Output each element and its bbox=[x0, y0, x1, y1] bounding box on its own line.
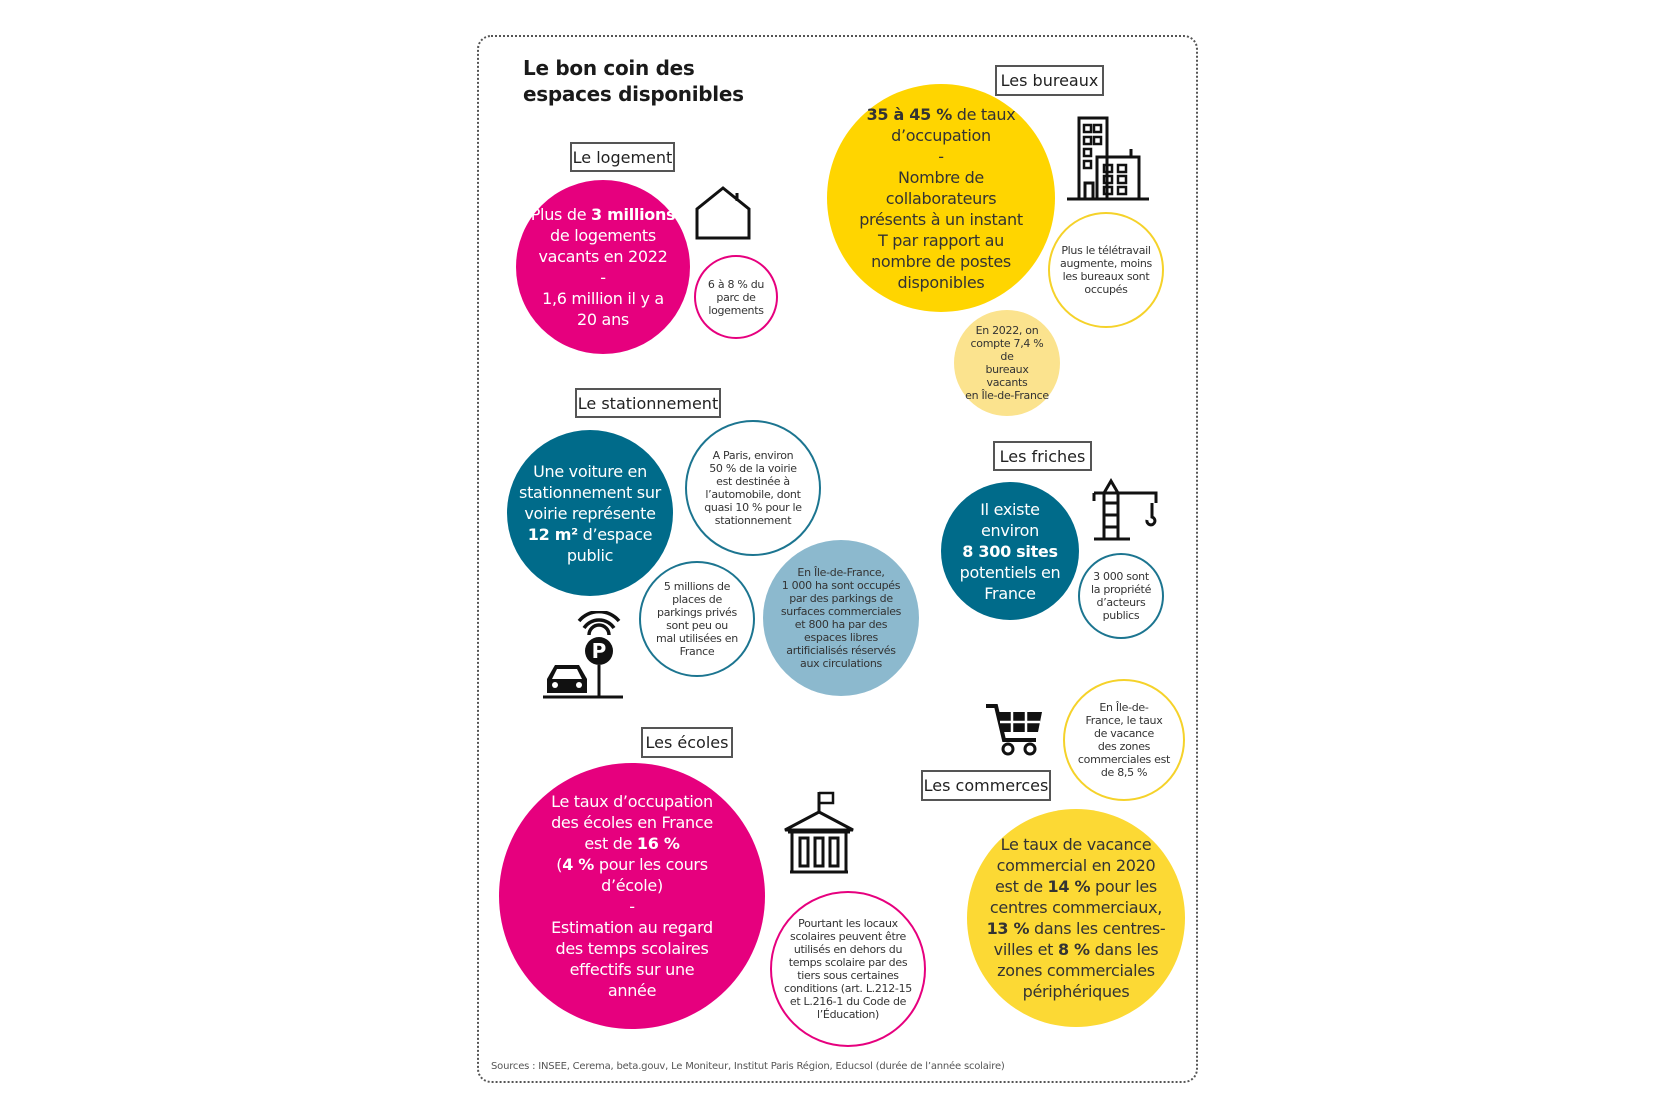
bubble-text-segment: Nombre de bbox=[898, 167, 984, 187]
bubble-text-segment: est de bbox=[584, 834, 637, 853]
bubble-line bbox=[708, 278, 764, 291]
bubble-line bbox=[519, 524, 661, 545]
bubble-line bbox=[859, 104, 1023, 125]
bubble-text-segment: surfaces commerciales bbox=[780, 605, 902, 618]
bubble-text-segment: en Île-de-France bbox=[965, 389, 1049, 402]
bubble-text-segment: - bbox=[600, 268, 606, 287]
bubble-line bbox=[519, 545, 661, 566]
bubble-line bbox=[987, 918, 1166, 939]
bubble-text bbox=[1091, 570, 1151, 622]
bubble-text-segment: des zones bbox=[1097, 740, 1151, 753]
bubble-line bbox=[784, 995, 912, 1008]
bubble-line bbox=[708, 291, 764, 304]
bubble-text-segment: aux circulations bbox=[800, 657, 882, 670]
bubble-text-segment: 6 à 8 % du bbox=[707, 277, 765, 291]
bubble-text bbox=[551, 791, 713, 1001]
bubble-text-segment: tiers sous certaines bbox=[797, 969, 899, 982]
bubble-line bbox=[1060, 270, 1152, 283]
bubble-text-segment: villes et bbox=[993, 940, 1058, 959]
bubble-line bbox=[781, 579, 901, 592]
bubble-line bbox=[987, 939, 1166, 960]
highlight-figure: 12 m² bbox=[527, 524, 578, 544]
page-title bbox=[523, 55, 744, 107]
bubble-line bbox=[781, 566, 901, 579]
bubble-line bbox=[708, 304, 764, 317]
bubble-text-segment: Une voiture en bbox=[533, 461, 647, 481]
bubble-text bbox=[519, 461, 661, 566]
bubble-line bbox=[1078, 740, 1170, 753]
bubble-line bbox=[859, 272, 1023, 293]
logement-main-bubble bbox=[516, 180, 690, 354]
bubble-line bbox=[551, 917, 713, 938]
bubble-line bbox=[704, 449, 802, 462]
bubble-text-segment: 50 % de la voirie bbox=[709, 462, 797, 475]
shopping-cart-icon bbox=[984, 702, 1046, 756]
bubble-text-segment: bureaux vacants bbox=[985, 363, 1029, 389]
stationnement-private-bubble bbox=[639, 561, 755, 677]
stationnement-main-bubble bbox=[507, 430, 673, 596]
bubble-text-segment: Pourtant les locaux bbox=[798, 917, 898, 930]
bubble-line bbox=[531, 267, 676, 288]
bubble-text-segment: potentiels en bbox=[959, 562, 1061, 582]
bubble-line bbox=[784, 930, 912, 943]
bubble-text bbox=[987, 834, 1166, 1002]
bubble-text-segment: de vacance bbox=[1093, 727, 1155, 740]
bubble-text-segment: En Île-de- bbox=[1099, 701, 1149, 714]
bubble-line bbox=[531, 246, 676, 267]
bubble-text bbox=[781, 566, 901, 670]
house-icon bbox=[694, 185, 752, 241]
bubble-text-segment: scolaires peuvent être bbox=[790, 930, 906, 943]
bubble-line bbox=[987, 876, 1166, 897]
bubble-text-segment: de taux bbox=[951, 104, 1016, 124]
section-label-bureaux: Les bureaux bbox=[995, 65, 1104, 96]
bubble-line bbox=[551, 959, 713, 980]
bubble-text-segment: utilisés en dehors du bbox=[793, 943, 903, 956]
highlight-figure: 14 % bbox=[1047, 877, 1091, 896]
bubble-text-segment: Estimation au regard bbox=[551, 918, 713, 937]
bubble-line bbox=[964, 324, 1050, 337]
bubble-text-segment: occupés bbox=[1084, 283, 1128, 296]
bubble-text-segment: sont peu ou bbox=[666, 619, 728, 632]
bubble-line bbox=[781, 657, 901, 670]
bubble-text-segment: conditions (art. L.212-15 bbox=[783, 982, 913, 995]
bureaux-main-bubble bbox=[827, 84, 1055, 312]
bubble-line bbox=[987, 897, 1166, 918]
bubble-text bbox=[708, 278, 764, 317]
highlight-figure: 4 % bbox=[562, 855, 595, 874]
bubble-line bbox=[1091, 596, 1151, 609]
bubble-line bbox=[781, 618, 901, 631]
bubble-text-segment: effectifs sur une bbox=[569, 960, 695, 979]
friches-sub-bubble bbox=[1078, 553, 1164, 639]
bubble-line bbox=[784, 956, 912, 969]
bubble-line bbox=[859, 209, 1023, 230]
bubble-line bbox=[704, 488, 802, 501]
title-line: espaces disponibles bbox=[523, 82, 744, 106]
bubble-line bbox=[551, 896, 713, 917]
bubble-line bbox=[1078, 714, 1170, 727]
bubble-text-segment: temps scolaire par des bbox=[788, 956, 908, 969]
bubble-text-segment: compte 7,4 % de bbox=[970, 337, 1044, 363]
bubble-line bbox=[1078, 727, 1170, 740]
bubble-text-segment: public bbox=[566, 545, 614, 565]
bubble-text-segment: artificialisés réservés bbox=[786, 644, 896, 657]
stationnement-idf-bubble bbox=[763, 540, 919, 696]
bubble-line bbox=[551, 938, 713, 959]
bubble-line bbox=[951, 562, 1069, 583]
bubble-text-segment: 20 ans bbox=[577, 310, 629, 329]
bubble-line bbox=[656, 580, 738, 593]
bubble-text-segment: d’école) bbox=[601, 876, 663, 895]
bubble-text-segment: augmente, moins bbox=[1060, 257, 1152, 270]
bubble-text-segment: centres commerciaux, bbox=[989, 898, 1163, 917]
stationnement-paris-bubble bbox=[685, 420, 821, 556]
highlight-figure: 13 % bbox=[986, 919, 1030, 938]
bubble-line bbox=[859, 167, 1023, 188]
bubble-text-segment: publics bbox=[1102, 609, 1140, 622]
construction-crane-icon bbox=[1090, 477, 1160, 541]
bubble-line bbox=[859, 125, 1023, 146]
bubble-text-segment: disponibles bbox=[897, 272, 985, 292]
bubble-text-segment: pour les bbox=[1090, 877, 1157, 896]
bubble-text bbox=[784, 917, 912, 1021]
bubble-line bbox=[859, 251, 1023, 272]
bubble-line bbox=[656, 645, 738, 658]
bubble-line bbox=[964, 337, 1050, 363]
commerces-sub-bubble bbox=[1063, 679, 1185, 801]
bubble-line bbox=[551, 980, 713, 1001]
bubble-line bbox=[951, 499, 1069, 541]
bubble-text-segment: de 8,5 % bbox=[1100, 766, 1148, 779]
bubble-line bbox=[781, 631, 901, 644]
ecoles-main-bubble bbox=[499, 763, 765, 1029]
bubble-text-segment: logements bbox=[708, 303, 764, 317]
bubble-line bbox=[859, 188, 1023, 209]
bubble-line bbox=[704, 501, 802, 514]
bubble-line bbox=[1078, 701, 1170, 714]
bubble-line bbox=[964, 389, 1050, 402]
bureaux-telework-bubble bbox=[1048, 212, 1164, 328]
bubble-text-segment: dans les bbox=[1089, 940, 1159, 959]
bubble-line bbox=[519, 482, 661, 503]
bubble-text-segment: de logements bbox=[550, 226, 656, 245]
bubble-text-segment: T par rapport au bbox=[877, 230, 1005, 250]
highlight-figure: 35 à 45 % bbox=[866, 104, 952, 124]
bubble-line bbox=[1078, 753, 1170, 766]
bubble-line bbox=[531, 288, 676, 309]
bubble-line bbox=[784, 982, 912, 995]
bubble-text-segment: collaborateurs bbox=[885, 188, 997, 208]
highlight-figure: 3 millions bbox=[591, 205, 676, 224]
bubble-line bbox=[1091, 609, 1151, 622]
bubble-line bbox=[1060, 283, 1152, 296]
sources-footnote: Sources : INSEE, Cerema, beta.gouv, Le Moniteur, Institut Paris Région, Educsol (durée de l’année scolaire) bbox=[491, 1061, 1005, 1072]
bubble-line bbox=[551, 812, 713, 833]
bubble-line bbox=[656, 606, 738, 619]
bubble-text-segment: les bureaux sont bbox=[1062, 270, 1150, 283]
bubble-line bbox=[1091, 570, 1151, 583]
bubble-line bbox=[784, 943, 912, 956]
bubble-text-segment: des temps scolaires bbox=[555, 939, 709, 958]
bubble-text-segment: A Paris, environ bbox=[712, 449, 794, 462]
parking-p-glyph: P bbox=[591, 639, 607, 663]
bubble-text bbox=[1078, 701, 1170, 779]
bubble-line bbox=[551, 875, 713, 896]
bubble-line bbox=[951, 541, 1069, 562]
bubble-text-segment: - bbox=[938, 146, 944, 166]
bubble-line bbox=[784, 969, 912, 982]
bubble-text-segment: commerciales est bbox=[1077, 753, 1171, 766]
section-label-commerces: Les commerces bbox=[921, 770, 1051, 801]
bubble-line bbox=[531, 204, 676, 225]
bubble-line bbox=[987, 834, 1166, 855]
bubble-line bbox=[656, 632, 738, 645]
bubble-line bbox=[704, 514, 802, 527]
bubble-line bbox=[1078, 766, 1170, 779]
bubble-text-segment: commercial en 2020 bbox=[996, 856, 1156, 875]
bubble-line bbox=[1091, 583, 1151, 596]
bubble-text-segment: voirie représente bbox=[524, 503, 656, 523]
bubble-text-segment: pour les cours bbox=[594, 855, 708, 874]
bubble-line bbox=[704, 462, 802, 475]
bubble-line bbox=[964, 363, 1050, 389]
bubble-line bbox=[781, 605, 901, 618]
bubble-text bbox=[951, 499, 1069, 604]
bubble-text bbox=[859, 104, 1023, 293]
bubble-text-segment: ( bbox=[556, 855, 563, 874]
title-line: Le bon coin des bbox=[523, 56, 695, 80]
bubble-text bbox=[1060, 244, 1152, 296]
bubble-text-segment: quasi 10 % pour le bbox=[704, 501, 802, 514]
bubble-text-segment: En 2022, on bbox=[975, 324, 1039, 337]
bubble-text-segment: stationnement sur bbox=[519, 482, 661, 502]
bubble-text-segment: nombre de postes bbox=[871, 251, 1011, 271]
highlight-figure: 16 % bbox=[636, 834, 680, 853]
bubble-text-segment: année bbox=[607, 981, 657, 1000]
bubble-text-segment: Plus le télétravail bbox=[1061, 244, 1151, 257]
section-label-friches: Les friches bbox=[993, 441, 1092, 471]
bubble-text-segment: est de bbox=[995, 877, 1048, 896]
bubble-line bbox=[704, 475, 802, 488]
bubble-text-segment: 1 000 ha sont occupés bbox=[781, 579, 901, 592]
bubble-text-segment: parkings privés bbox=[657, 606, 737, 619]
bubble-text-segment: d’occupation bbox=[891, 125, 991, 145]
bubble-line bbox=[551, 791, 713, 812]
bubble-line bbox=[551, 854, 713, 875]
bubble-text-segment: stationnement bbox=[714, 514, 792, 527]
bubble-text-segment: d’espace bbox=[577, 524, 653, 544]
bubble-line bbox=[784, 917, 912, 930]
bubble-text-segment: 3 000 sont bbox=[1093, 570, 1149, 583]
logement-sub-bubble bbox=[694, 255, 778, 339]
bubble-text-segment: zones commerciales bbox=[997, 961, 1155, 980]
friches-main-bubble bbox=[941, 482, 1079, 620]
bubble-text-segment: et L.216-1 du Code de bbox=[789, 995, 907, 1008]
bubble-line bbox=[987, 855, 1166, 876]
bubble-text-segment: dans les centres- bbox=[1029, 919, 1166, 938]
bubble-text-segment: vacants en 2022 bbox=[538, 247, 668, 266]
bubble-line bbox=[859, 146, 1023, 167]
bubble-text-segment: France bbox=[984, 583, 1036, 603]
bubble-line bbox=[531, 225, 676, 246]
ecoles-sub-bubble bbox=[770, 891, 926, 1047]
bubble-line bbox=[656, 593, 738, 606]
bubble-text-segment: est destinée à bbox=[716, 475, 790, 488]
bubble-text-segment: France, le taux bbox=[1085, 714, 1163, 727]
bubble-text-segment: Le taux de vacance bbox=[1000, 835, 1152, 854]
school-building-icon bbox=[782, 790, 856, 876]
bubble-text-segment: des écoles en France bbox=[551, 813, 713, 832]
parking-car-icon bbox=[541, 611, 625, 699]
office-building-icon bbox=[1065, 115, 1151, 203]
bubble-text-segment: par des parkings de bbox=[789, 592, 893, 605]
bubble-text-segment: présents à un instant bbox=[859, 209, 1023, 229]
bubble-line bbox=[781, 592, 901, 605]
bubble-line bbox=[519, 503, 661, 524]
bubble-line bbox=[784, 1008, 912, 1021]
bubble-text-segment: périphériques bbox=[1022, 982, 1130, 1001]
bubble-text-segment: mal utilisées en bbox=[656, 632, 738, 645]
section-label-ecoles: Les écoles bbox=[641, 727, 733, 758]
bubble-line bbox=[1060, 244, 1152, 257]
bubble-text-segment: 5 millions de bbox=[663, 580, 731, 593]
bubble-text-segment: d’acteurs bbox=[1096, 596, 1146, 609]
bubble-text-segment: 1,6 million il y a bbox=[542, 289, 664, 308]
bubble-text-segment: et 800 ha par des bbox=[794, 618, 888, 631]
bubble-text-segment: - bbox=[629, 897, 635, 916]
bubble-text-segment: En Île-de-France, bbox=[797, 566, 885, 579]
section-label-logement: Le logement bbox=[570, 142, 675, 172]
bubble-text-segment: places de bbox=[672, 593, 722, 606]
bureaux-vacancy-bubble bbox=[954, 310, 1060, 416]
bubble-line bbox=[951, 583, 1069, 604]
bubble-text-segment: l’automobile, dont bbox=[705, 488, 801, 501]
highlight-figure: 8 % bbox=[1057, 940, 1090, 959]
bubble-line bbox=[1060, 257, 1152, 270]
bubble-line bbox=[531, 309, 676, 330]
bubble-text bbox=[531, 204, 676, 330]
bubble-text-segment: France bbox=[679, 645, 715, 658]
bubble-text bbox=[656, 580, 738, 658]
bubble-text-segment: Plus de bbox=[530, 205, 592, 224]
highlight-figure: 8 300 sites bbox=[962, 541, 1058, 561]
bubble-line bbox=[859, 230, 1023, 251]
bubble-text-segment: parc de bbox=[716, 290, 756, 304]
bubble-text-segment: l’Éducation) bbox=[816, 1008, 879, 1021]
bubble-text-segment: espaces libres bbox=[804, 631, 878, 644]
bubble-line bbox=[987, 960, 1166, 981]
bubble-text bbox=[964, 324, 1050, 402]
bubble-text-segment: Le taux d’occupation bbox=[551, 792, 713, 811]
bubble-line bbox=[551, 833, 713, 854]
bubble-line bbox=[519, 461, 661, 482]
bubble-line bbox=[656, 619, 738, 632]
bubble-text-segment: la propriété bbox=[1090, 583, 1152, 596]
bubble-text bbox=[704, 449, 802, 527]
section-label-stationnement: Le stationnement bbox=[575, 388, 721, 418]
commerces-main-bubble bbox=[967, 809, 1185, 1027]
bubble-line bbox=[781, 644, 901, 657]
bubble-line bbox=[987, 981, 1166, 1002]
bubble-text-segment: Il existe environ bbox=[980, 499, 1040, 540]
